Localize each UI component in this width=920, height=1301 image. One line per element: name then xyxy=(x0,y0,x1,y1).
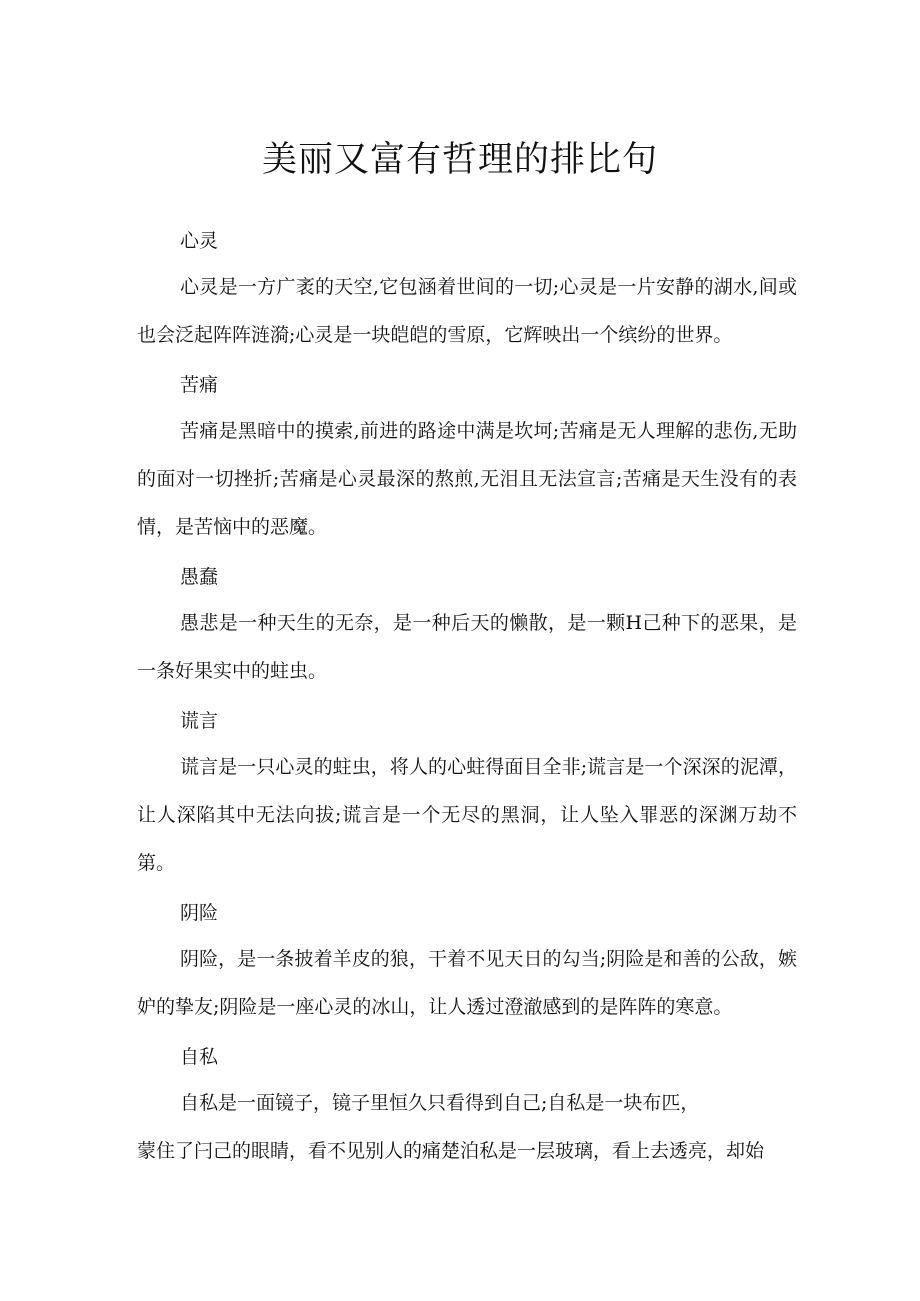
section-body-heart: 心灵是一方广袤的天空,它包涵着世间的一切;心灵是一片安静的湖水,间或也会泛起阵阵涟漪;心灵是一块皑皑的雪原，它辉映出一个缤纷的世界。 xyxy=(137,276,797,346)
section-body-sinister: 阴险，是一条披着羊皮的狼，干着不见天日的勾当;阴险是和善的公敌，嫉妒的挚友;阴险是一座心灵的冰山，让人透过澄澈感到的是阵阵的寒意。 xyxy=(137,948,797,1018)
section-heading-pain: 苦痛 xyxy=(180,374,219,396)
section-heading-selfishness: 自私 xyxy=(180,1046,219,1068)
section-heading-heart: 心灵 xyxy=(180,230,219,252)
section-body-lies: 谎言是一只心灵的蛀虫，将人的心蛀得面目全非;谎言是一个深深的泥潭，让人深陷其中无法向拔;谎言是一个无尽的黑洞，让人坠入罪恶的深渊万劫不第。 xyxy=(137,756,797,874)
section-body-foolishness: 愚悲是一种天生的无奈，是一种后天的懒散，是一颗H己种下的恶果，是一条好果实中的蛀虫。 xyxy=(137,612,797,682)
section-heading-foolishness: 愚蠢 xyxy=(180,566,219,588)
section-heading-lies: 谎言 xyxy=(180,710,219,732)
section-body-selfishness-line-2: 蒙住了闩己的眼睛，看不见别人的痛楚泊私是一层玻璃，看上去透亮，却始 xyxy=(137,1140,765,1162)
section-body-pain: 苦痛是黑暗中的摸索,前进的路途中满是坎坷;苦痛是无人理解的悲伤,无助的面对一切挫折;苦痛是心灵最深的熬煎,无泪且无法宣言;苦痛是天生没有的表情，是苦恼中的恶魔。 xyxy=(137,420,797,538)
section-heading-sinister: 阴险 xyxy=(180,902,219,924)
section-body-selfishness-line-1: 自私是一面镜子，镜子里恒久只看得到自己;自私是一块布匹， xyxy=(180,1092,700,1114)
section-body-selfishness xyxy=(137,1079,797,1175)
page-title: 美丽又富有哲理的排比句 xyxy=(261,140,658,180)
